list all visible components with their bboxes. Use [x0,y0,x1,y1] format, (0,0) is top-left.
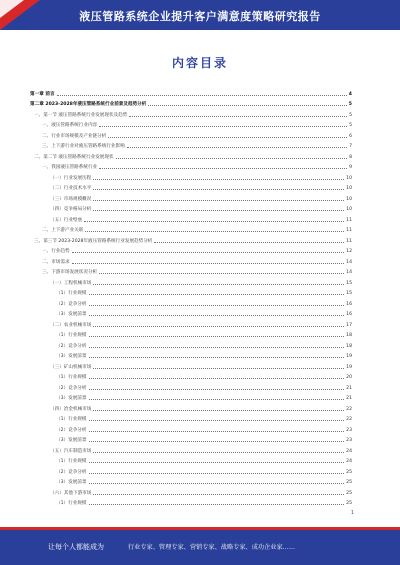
toc-entry[interactable] [30,275,352,286]
toc-entry-text: （1）行业规模 [56,501,87,506]
toc-entry-page: 4 [348,91,352,97]
toc-entry-page: 20 [346,375,352,380]
toc-entry-page: 23 [346,438,352,443]
toc-entry[interactable] [30,170,352,181]
report-title: 液压管路系统企业提升客户满意度策略研究报告 [79,10,321,23]
toc-leader-dots [93,200,344,201]
toc-entry-text: （2）竞争分析 [56,301,87,307]
toc-entry-page: 10 [346,175,352,181]
toc-leader-dots [89,294,345,295]
toc-entry[interactable] [30,265,352,276]
toc-leader-dots [89,441,345,442]
footer-slogan-sub: 行业专家、管理专家、营销专家、战略专家、成功企业家…… [128,544,296,551]
toc-leader-dots [93,284,344,285]
toc-entry-page: 19 [346,364,352,370]
toc-leader-dots [89,357,345,358]
toc-entry[interactable] [30,464,352,475]
toc-entry-page: 16 [346,301,352,307]
page-header [0,0,400,30]
toc-heading: 内容目录 [171,56,228,70]
toc-entry[interactable] [30,359,352,370]
toc-entry-page: 25 [346,490,352,496]
toc-entry-page: 15 [346,280,352,286]
toc-leader-dots [99,126,347,127]
toc-entry[interactable] [30,328,352,339]
toc-entry-page: 17 [346,322,352,328]
toc-entry[interactable] [30,118,352,129]
toc-entry-text: （2）竞争分析 [56,469,87,475]
toc-entry-text: （三）市场规模概况 [50,196,92,202]
toc-entry-text: 一、行业趋势 [42,249,70,254]
toc-leader-dots [72,263,345,264]
toc-entry[interactable] [30,223,352,234]
toc-leader-dots [93,179,344,180]
toc-entry-page: 14 [346,259,352,265]
toc-leader-dots [89,315,345,316]
toc-entry-page: 14 [346,270,352,275]
toc-entry-text: （3）发展前景 [56,354,87,359]
footer-red-band [0,527,400,530]
toc-entry[interactable] [30,181,352,192]
toc-entry-text: 一、液压管路系统行业内容 [42,123,98,128]
toc-leader-dots [93,326,344,327]
toc-leader-dots [116,158,348,159]
footer-slogan: 让每个人都能成为 [48,543,104,551]
toc-entry-page: 5 [349,112,352,118]
toc-entry-page: 22 [346,417,352,422]
toc-leader-dots [89,473,345,474]
toc-entry-text: （2）竞争分析 [56,385,87,391]
toc-entry[interactable] [30,191,352,202]
toc-entry-page: 6 [349,133,352,139]
toc-entry-text: （3）发展前景 [56,312,87,317]
toc-entry[interactable] [30,296,352,307]
toc-entry-page: 7 [349,144,352,149]
toc-leader-dots [89,504,345,505]
toc-leader-dots [93,452,344,453]
toc-entry-text: （3）发展前景 [56,438,87,443]
toc-entry-page: 19 [346,354,352,359]
toc-entry-text: （1）行业规模 [56,375,87,380]
toc-entry-text: 三、上下游行业对液压管路系统行业影响 [42,144,125,149]
toc-entry[interactable] [30,338,352,349]
toc-leader-dots [108,137,347,138]
toc-entry[interactable] [30,443,352,454]
toc-entry-page: 15 [346,291,352,296]
toc-entry-page: 9 [349,165,352,170]
toc-entry-page: 24 [346,448,352,454]
toc-leader-dots [154,242,344,243]
toc-leader-dots [57,95,347,96]
toc-entry[interactable] [30,370,352,381]
toc-entry[interactable] [30,307,352,318]
toc-leader-dots [93,368,344,369]
toc-entry-text: （1）行业规模 [56,333,87,338]
toc-entry-page: 11 [346,228,352,233]
toc-leader-dots [93,210,344,211]
toc-entry-page: 11 [346,217,352,223]
toc-entry-text: （五）行业壁垒 [50,217,83,223]
toc-leader-dots [93,494,344,495]
toc-leader-dots [99,168,347,169]
toc-entry-text: （四）冶金机械市场 [50,406,92,412]
toc-entry[interactable] [30,254,352,265]
toc-entry-text: （3）发展前景 [56,396,87,401]
toc-leader-dots [85,231,344,232]
toc-entry-text: 二、第二节 液压管路系统行业发展现状 [34,154,114,160]
toc-entry-text: （六）其他下游市场 [50,490,92,496]
toc-entry-text: （一）行业发展历程 [50,175,92,181]
toc-entry-page: 10 [346,186,352,191]
toc-entry[interactable] [30,149,352,160]
toc-leader-dots [84,221,344,222]
toc-leader-dots [127,147,347,148]
toc-entry[interactable] [30,244,352,255]
toc-entry-text: 第一章 前言 [30,91,55,97]
toc-leader-dots [72,252,345,253]
toc-leader-dots [89,420,345,421]
toc-entry[interactable] [30,233,352,244]
toc-entry[interactable] [30,349,352,360]
toc-entry-text: （二）行业技术水平 [50,186,92,191]
toc-leader-dots [89,336,345,337]
toc-entry[interactable] [30,286,352,297]
toc-entry-text: 一、第一节 液压管路系统行业发展现状及趋势 [34,112,128,118]
toc-entry-text: （1）行业规模 [56,291,87,296]
toc-leader-dots [89,378,345,379]
toc-entry-page: 18 [346,343,352,349]
toc-entry-text: （2）竞争分析 [56,343,87,349]
toc-entry[interactable] [30,422,352,433]
toc-entry-page: 23 [346,427,352,433]
toc-entry-page: 12 [346,249,352,254]
toc-leader-dots [99,273,344,274]
toc-entry-text: 三、第三节 2023-2028年液压管路系统行业发展趋势分析 [34,238,153,244]
toc-entry-page: 5 [349,123,352,128]
toc-leader-dots [89,347,345,348]
toc-entry[interactable] [30,496,352,507]
toc-leader-dots [89,399,345,400]
toc-entry-text: （3）发展前景 [56,480,87,485]
toc-leader-dots [93,410,344,411]
toc-entry-text: （1）行业规模 [56,459,87,464]
toc-entry[interactable] [30,317,352,328]
toc-entry-page: 25 [346,480,352,485]
toc-leader-dots [89,431,345,432]
table-of-contents [30,86,352,506]
toc-entry-page: 11 [346,238,352,244]
toc-entry-text: 二、市场需求 [42,259,70,265]
toc-entry-text: 三、下游市场发展状况分析 [42,270,98,275]
toc-entry-text: （二）农业机械市场 [50,322,92,328]
toc-entry[interactable] [30,86,352,97]
toc-leader-dots [89,389,345,390]
toc-entry-page: 22 [346,406,352,412]
toc-entry-page: 10 [346,196,352,202]
toc-entry-page: 21 [346,385,352,391]
toc-entry-page: 21 [346,396,352,401]
toc-entry-text: 二、行业市场规模及产业链分析 [42,133,107,139]
toc-entry[interactable] [30,380,352,391]
toc-entry[interactable] [30,212,352,223]
toc-entry-text: （一）工程机械市场 [50,280,92,286]
toc-leader-dots [89,462,345,463]
toc-entry[interactable] [30,202,352,213]
toc-leader-dots [129,116,347,117]
toc-entry-text: （三）矿山机械市场 [50,364,92,370]
toc-entry[interactable] [30,107,352,118]
toc-entry[interactable] [30,412,352,423]
toc-entry-text: （四）竞争格局分析 [50,207,92,212]
toc-entry-page: 5 [348,102,352,107]
toc-entry[interactable] [30,97,352,108]
toc-entry[interactable] [30,160,352,171]
toc-leader-dots [148,105,346,106]
toc-entry-page: 24 [346,459,352,464]
toc-entry-page: 25 [346,469,352,475]
toc-leader-dots [89,305,345,306]
toc-entry-text: （2）竞争分析 [56,427,87,433]
toc-entry[interactable] [30,391,352,402]
toc-entry[interactable] [30,485,352,496]
toc-entry[interactable] [30,433,352,444]
toc-entry[interactable] [30,128,352,139]
toc-entry[interactable] [30,139,352,150]
page-footer [0,527,400,565]
toc-entry[interactable] [30,401,352,412]
toc-entry-page: 8 [349,154,352,160]
toc-entry-text: （五）汽车制造市场 [50,448,92,454]
toc-entry-text: 第二章 2023-2028年液压管路系统行业前景及趋势分析 [30,102,147,107]
toc-entry[interactable] [30,475,352,486]
toc-entry-text: 二、上下游产业关联 [42,228,84,233]
toc-entry-page: 18 [346,333,352,338]
toc-entry-text: 一、我国液压管路系统行业 [42,165,98,170]
toc-entry[interactable] [30,454,352,465]
toc-leader-dots [93,189,344,190]
toc-entry-page: 16 [346,312,352,317]
toc-entry-page: 10 [346,207,352,212]
page-number: 1 [350,510,354,516]
toc-entry-text: （1）行业规模 [56,417,87,422]
toc-leader-dots [89,483,345,484]
toc-entry-page: 25 [346,501,352,506]
